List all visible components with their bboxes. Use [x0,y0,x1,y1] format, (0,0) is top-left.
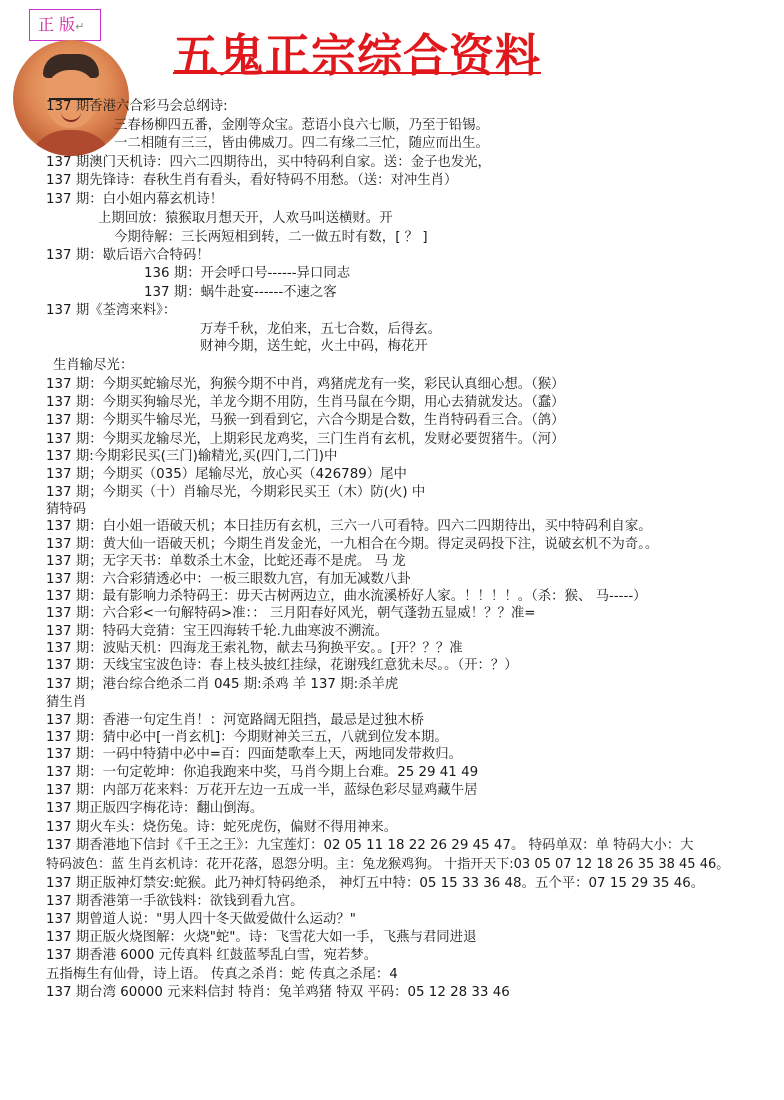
text-line: 137 期曾道人说："男人四十冬天做爱做什么运动？" [46,912,356,927]
text-line: 137 期正版四字梅花诗：翻山倒海。 [46,801,264,816]
text-line: 137 期：内部万花来料：万花开左边一五成一半，蓝绿色彩尽显鸡藏牛居 [46,783,478,798]
text-line: 137 期：六合彩<一句解特码>准：： 三月阳春好风光，朝气蓬勃五显威！？？准= [46,606,536,621]
text-line: 137 期：六合彩猜透必中：一板三眼数九宫，有加无减数八卦 [46,572,411,587]
text-line: 137 期：一码中特猜中必中=百：四面楚歌奉上天，两地同发带救归。 [46,747,462,762]
text-line: 137 期香港地下信封《千王之王》：九宝莲灯：02 05 11 18 22 26 29 45 47。 特码单双：单 特码大小：大 [46,838,694,853]
text-line: 137 期：歇后语六合特码！ [46,248,210,263]
text-line: 137 期：今期买蛇输尽光，狗猴今期不中肖，鸡猪虎龙有一奖，彩民认真细心想。（猴） [46,377,565,392]
text-line: 137 期：香港一句定生肖！：河宽路阔无阻挡，最忌是过独木桥 [46,713,424,728]
text-line: 137 期正版火烧图解：火烧"蛇"。诗：飞雪花大如一手，飞燕与君同进退 [46,930,477,945]
text-line: 137 期：一句定乾坤：你追我跑来中奖，马肖今期上台难。25 29 41 49 [46,765,479,780]
text-line: 137 期；港台综合绝杀二肖 045 期:杀鸡 羊 137 期:杀羊虎 [46,677,399,692]
section-heading: 猜特码 [46,502,87,517]
text-line: 137 期:今期彩民买(三门)输精光,买(四门,二门)中 [46,449,338,464]
text-line: 特码波色：蓝 生肖玄机诗：花开花落，恩怨分明。主：兔龙猴鸡狗。 十指开天下:03 05 07 12 18 26 35 38 45 46。 [46,857,730,872]
text-line: 137 期香港第一手欲钱料：欲钱到看九宫。 [46,894,304,909]
text-line: 137 期：白小姐一语破天机；本日挂历有玄机，三六一八可看特。四六二四期待出，买中特码利自家。 [46,519,652,534]
text-line: 137 期：天线宝宝波色诗：春上枝头披红挂绿，花谢残红意犹未尽。。（开：？） [46,658,518,673]
text-line: 137 期先锋诗：春秋生肖有看头，看好特码不用愁。（送：对冲生肖） [46,173,458,188]
text-line: 137 期澳门天机诗：四六二四期待出，买中特码利自家。送：金子也发光， [46,155,491,170]
text-line: 137 期香港六合彩马会总纲诗: [46,99,228,114]
text-line: 五指梅生有仙骨，诗上语。 传真之杀肖：蛇 传真之杀尾：4 [46,967,398,982]
text-line: 137 期正版神灯禁安:蛇猴。此乃神灯特码绝杀， 神灯五中特：05 15 33 36 48。五个平：07 15 29 35 46。 [46,876,705,891]
text-line: 137 期：黄大仙一语破天机；今期生肖发金光，一九相合在今期。得定灵码投下注，说破玄机不为奇。。 [46,537,659,552]
text-line: 137 期：波贴天机：四海龙王索礼物，献去马狗换平安。。[开？？？准 [46,641,463,656]
text-line: 137 期；今期买（十）肖输尽光，今期彩民买王（木）防(火) 中 [46,485,426,500]
text-line: 137 期：白小姐内幕玄机诗！ [46,192,224,207]
text-line: 137 期：最有影响力杀特码王：毋天古树两边立，曲水流溪桥好人家。！！！！。（杀：猴、 马-----） [46,589,647,604]
text-line: 137 期：今期买龙输尽光，上期彩民龙鸡奖，三门生肖有玄机，发财必要贺猪牛。（河） [46,432,565,447]
text-line: 137 期：蜗牛赴宴------不速之客 [144,285,337,300]
text-line: 137 期：猜中必中[一肖玄机]：今期财神关三五，八就到位发本期。 [46,730,448,745]
text-line: 财神今期，送生蛇，火土中码，梅花开 [200,339,428,354]
text-line: 137 期：今期买牛输尽光，马猴一到看到它，六合今期是合数，生肖特码看三合。（鸽） [46,413,565,428]
section-heading: 猜生肖 [46,695,87,710]
text-line: 上期回放：猿猴取月想天开，人欢马叫送横财。开 [98,211,393,226]
text-line: 137 期台湾 60000 元来料信封 特肖：兔羊鸡猪 特双 平码：05 12 28 33 46 [46,985,510,1000]
page-title: 五鬼正宗综合资料 [173,29,542,82]
text-line: 137 期《荃湾来料》： [46,303,177,318]
text-line: 136 期：开会呼口号------异口同志 [144,266,351,281]
section-heading: 生肖输尽光： [53,358,134,373]
text-line: 137 期：今期买狗输尽光，羊龙今期不用防，生肖马鼠在今期，用心去猜就发达。（蠢） [46,395,565,410]
text-line: 137 期；今期买（035）尾输尽光，放心买（426789）尾中 [46,467,407,482]
text-line: 一二相随有三三，皆由佛威刀。四二有缘二三忙，随应而出生。 [114,136,489,151]
text-line: 今期待解：三长两短相到转，二一做五时有数，[ ？ ] [114,230,428,245]
text-line: 三春杨柳四五番，金刚等众宝。惹语小良六七顺，乃至于铅锡。 [114,118,489,133]
text-line: 万寿千秋，龙伯来，五七合数，后得玄。 [200,322,442,337]
edition-badge: 正 版↵ [29,9,101,41]
text-line: 137 期香港 6000 元传真料 红鼓蓝琴乱白雪，宛若梦。 [46,948,378,963]
text-line: 137 期：特码大竞猜：宝王四海转千轮.九曲寒波不溯流。 [46,624,389,639]
text-line: 137 期；无字天书：单数杀土木金，比蛇还毒不是虎。 马 龙 [46,554,406,569]
text-line: 137 期火车头：烧伤兔。诗：蛇死虎伤，偏财不得用神来。 [46,820,398,835]
